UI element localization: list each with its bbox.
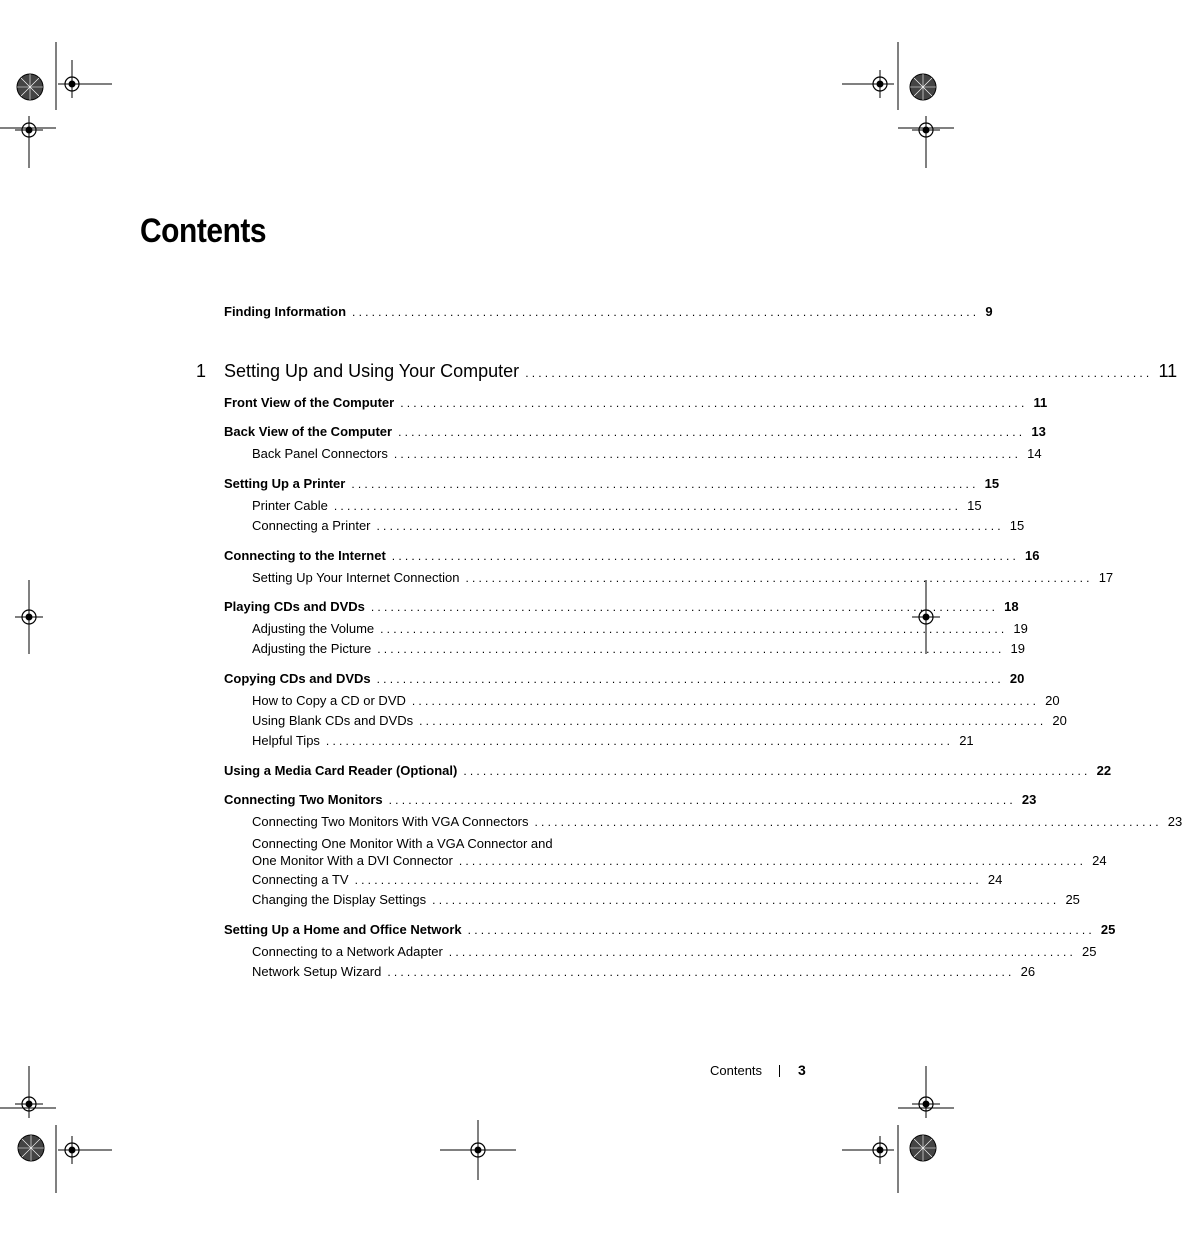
toc-entry[interactable] — [224, 476, 1000, 494]
toc-entry-label: Network Setup Wizard — [252, 964, 382, 979]
footer-label: Contents — [710, 1063, 763, 1078]
toc-subentry[interactable] — [252, 641, 1025, 659]
page-footer — [700, 1061, 810, 1081]
toc-entry-label: Finding Information — [224, 304, 347, 319]
toc-entry-page: 15 — [984, 476, 1000, 491]
toc-entry-page: 19 — [1010, 641, 1025, 656]
toc-entry-page: 9 — [985, 304, 993, 319]
toc-entry[interactable] — [224, 424, 1046, 442]
toc-entry[interactable] — [224, 548, 1040, 566]
toc-entry-label: Back Panel Connectors — [252, 446, 388, 461]
leader-dots: ................................................................................................ — [387, 965, 1015, 979]
toc-entry-label: Copying CDs and DVDs — [224, 671, 371, 686]
toc-entry-page: 17 — [1098, 570, 1114, 585]
leader-dots: ................................................................................................ — [388, 793, 1016, 807]
leader-dots: ................................................................................................ — [391, 549, 1020, 563]
toc-entry-label-continued: One Monitor With a DVI Connector — [252, 853, 453, 868]
toc-entry-label: Setting Up Your Internet Connection — [252, 570, 460, 585]
toc-entry-page: 20 — [1052, 713, 1067, 728]
toc-subentry[interactable] — [252, 446, 1042, 464]
leader-dots: ................................................................................................ — [325, 734, 954, 748]
toc-subentry[interactable] — [252, 964, 1036, 982]
toc-subentry-multiline[interactable] — [252, 835, 1107, 870]
toc-entry-label: Connecting to a Network Adapter — [252, 944, 443, 959]
toc-entry-page: 23 — [1167, 814, 1182, 829]
leader-dots: ................................................................................................ — [377, 642, 1005, 656]
leader-dots: ................................................................................................ — [333, 499, 962, 513]
toc-entry-page: 22 — [1096, 763, 1112, 778]
leader-dots: ................................................................................................ — [465, 571, 1093, 585]
toc-entry[interactable] — [224, 395, 1048, 413]
toc-subentry[interactable] — [252, 693, 1060, 711]
toc-entry-label: Adjusting the Volume — [252, 621, 375, 636]
toc-entry-page: 24 — [1092, 853, 1107, 868]
toc-entry-page: 19 — [1013, 621, 1028, 636]
toc-entry-page: 21 — [959, 733, 974, 748]
leader-dots: ................................................................................................ — [467, 923, 1095, 937]
leader-dots: ................................................................................................ — [419, 714, 1047, 728]
toc-entry-page: 14 — [1027, 446, 1042, 461]
leader-dots: ................................................................................................ — [376, 672, 1004, 686]
toc-entry-page: 26 — [1020, 964, 1036, 979]
toc-subentry[interactable] — [252, 621, 1028, 639]
leader-dots: ................................................................................................ — [376, 519, 1004, 533]
toc-entry-label: Connecting Two Monitors — [224, 792, 383, 807]
toc-subentry[interactable] — [252, 713, 1067, 731]
leader-dots: ................................................................................................ — [432, 893, 1060, 907]
toc-entry-label: How to Copy a CD or DVD — [252, 693, 406, 708]
toc-entry[interactable] — [224, 792, 1037, 810]
toc-subentry[interactable] — [252, 518, 1025, 536]
toc-entry-page: 24 — [987, 872, 1003, 887]
leader-dots: ................................................................................................ — [354, 873, 982, 887]
toc-subentry[interactable] — [252, 733, 974, 751]
toc-entry-page: 13 — [1031, 424, 1046, 439]
toc-entry-page: 16 — [1025, 548, 1040, 563]
leader-dots: ................................................................................................ — [351, 477, 979, 491]
chapter-number: 1 — [196, 361, 207, 381]
toc-entry-page: 20 — [1045, 693, 1060, 708]
toc-entry-page: 11 — [1033, 395, 1048, 410]
toc-entry-label: Setting Up a Home and Office Network — [224, 922, 462, 937]
toc-entry-label: Connecting a TV — [252, 872, 349, 887]
toc-subentry[interactable] — [252, 498, 982, 516]
toc-entry-page: 25 — [1065, 892, 1080, 907]
toc-entry-label: Using Blank CDs and DVDs — [252, 713, 414, 728]
toc-entry[interactable] — [224, 599, 1019, 617]
toc-entry-label: Printer Cable — [252, 498, 328, 513]
toc-entry[interactable] — [224, 763, 1112, 781]
toc-subentry[interactable] — [252, 944, 1097, 962]
leader-dots: ................................................................................................ — [463, 764, 1091, 778]
toc-entry-label: Using a Media Card Reader (Optional) — [224, 763, 458, 778]
toc-entry-page: 20 — [1009, 671, 1025, 686]
toc-subentry[interactable] — [252, 892, 1080, 910]
toc-subentry[interactable] — [252, 814, 1182, 832]
toc-entry-page: 25 — [1100, 922, 1116, 937]
toc-chapter-1[interactable] — [224, 361, 1178, 385]
leader-dots: ................................................................................................ — [411, 694, 1040, 708]
leader-dots: ................................................................................................ — [393, 447, 1022, 461]
toc-entry-page: 18 — [1004, 599, 1019, 614]
toc-entry-label: Front View of the Computer — [224, 395, 395, 410]
leader-dots: ................................................................................................ — [380, 622, 1008, 636]
chapter-page: 11 — [1158, 361, 1178, 381]
toc-entry-page: 25 — [1082, 944, 1097, 959]
page-number: 3 — [798, 1062, 806, 1078]
toc-entry[interactable] — [224, 922, 1116, 940]
leader-dots: ................................................................................................ — [448, 945, 1077, 959]
chapter-title: Setting Up and Using Your Computer — [224, 361, 520, 381]
footer-divider — [779, 1065, 780, 1077]
leader-dots: ................................................................................................ — [370, 600, 999, 614]
toc-entry-page: 15 — [1009, 518, 1025, 533]
leader-dots: ................................................................................................ — [458, 854, 1087, 868]
toc-entry-label: Adjusting the Picture — [252, 641, 372, 656]
toc-entry-page: 15 — [967, 498, 982, 513]
toc-subentry[interactable] — [252, 872, 1003, 890]
toc-entry-label: Connecting to the Internet — [224, 548, 386, 563]
toc-entry-label: Helpful Tips — [252, 733, 320, 748]
leader-dots: ................................................................................................ — [525, 366, 1153, 380]
toc-entry-label: Connecting Two Monitors With VGA Connectors — [252, 814, 529, 829]
toc-entry-label: Changing the Display Settings — [252, 892, 427, 907]
toc-entry-finding-information[interactable] — [224, 304, 993, 322]
toc-entry-label: Connecting One Monitor With a VGA Connector and — [252, 836, 553, 851]
page-title: Contents — [140, 212, 267, 250]
leader-dots: ................................................................................................ — [352, 305, 980, 319]
toc-entry-label: Connecting a Printer — [252, 518, 371, 533]
toc-entry-label: Setting Up a Printer — [224, 476, 346, 491]
leader-dots: ................................................................................................ — [398, 425, 1026, 439]
leader-dots: ................................................................................................ — [534, 815, 1162, 829]
toc-entry[interactable] — [224, 671, 1025, 689]
leader-dots: ................................................................................................ — [400, 396, 1028, 410]
toc-entry-label: Back View of the Computer — [224, 424, 393, 439]
toc-entry-page: 23 — [1021, 792, 1037, 807]
toc-subentry[interactable] — [252, 570, 1114, 588]
toc-entry-label: Playing CDs and DVDs — [224, 599, 365, 614]
